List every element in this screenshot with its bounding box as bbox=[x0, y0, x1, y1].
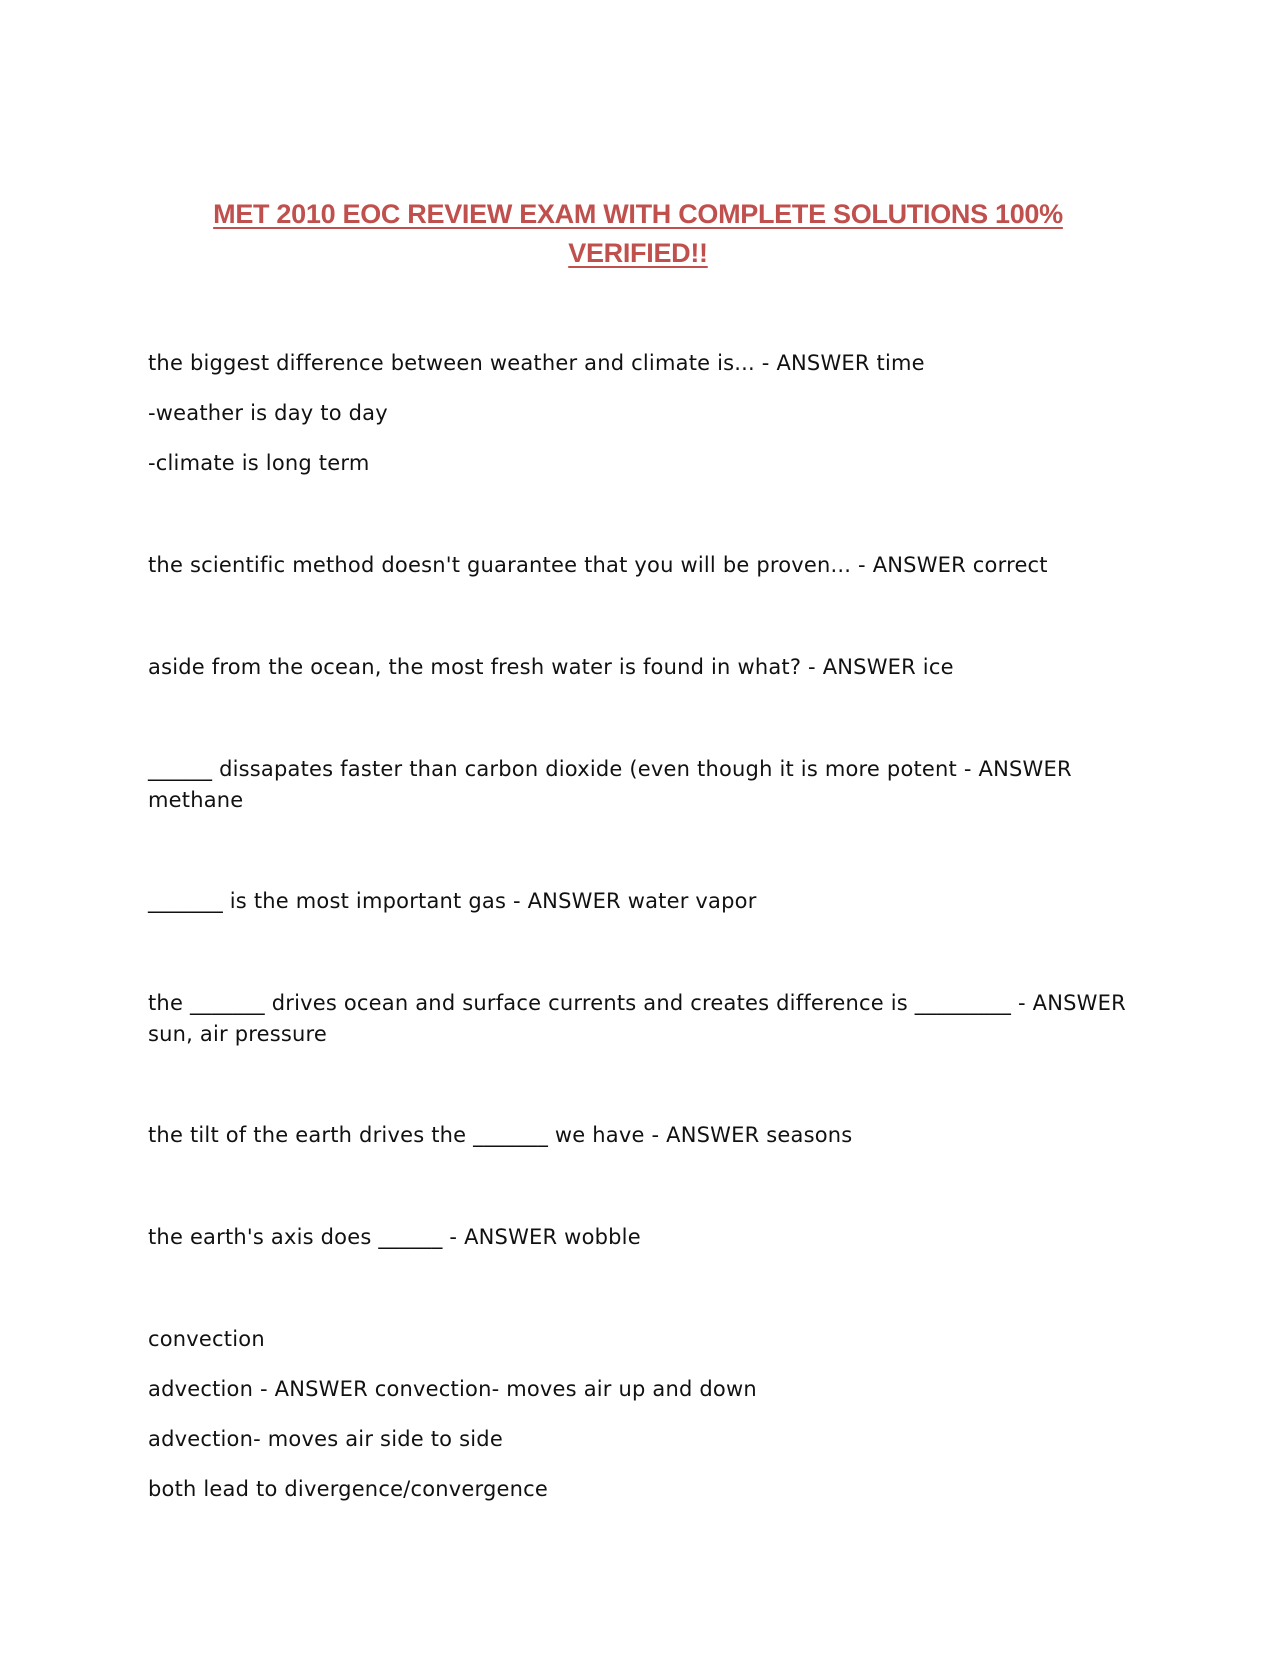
qa-entry-seasons: the tilt of the earth drives the _______ we have - ANSWER seasons bbox=[148, 1123, 853, 1147]
qa-entry-fresh-water: aside from the ocean, the most fresh water is found in what? - ANSWER ice bbox=[148, 655, 954, 679]
answer-detail-climate: -climate is long term bbox=[148, 451, 370, 475]
qa-entry-convection: convection bbox=[148, 1327, 265, 1351]
qa-entry-weather-climate: the biggest difference between weather and climate is... - ANSWER time bbox=[148, 351, 925, 375]
qa-entry-wobble: the earth's axis does ______ - ANSWER wobble bbox=[148, 1225, 641, 1249]
qa-entry-water-vapor: _______ is the most important gas - ANSWER water vapor bbox=[148, 889, 757, 913]
answer-detail-weather: -weather is day to day bbox=[148, 401, 388, 425]
document-title: MET 2010 EOC REVIEW EXAM WITH COMPLETE SOLUTIONS 100% VERIFIED!! bbox=[213, 199, 1063, 268]
qa-entry-scientific-method: the scientific method doesn't guarantee that you will be proven... - ANSWER correct bbox=[148, 553, 1048, 577]
qa-entry-methane: ______ dissapates faster than carbon dioxide (even though it is more potent - ANSWER methane bbox=[148, 757, 1079, 812]
answer-detail-divergence: both lead to divergence/convergence bbox=[148, 1477, 549, 1501]
qa-entry-advection: advection - ANSWER convection- moves air up and down bbox=[148, 1377, 757, 1401]
answer-detail-advection: advection- moves air side to side bbox=[148, 1427, 503, 1451]
qa-entry-sun-air-pressure: the _______ drives ocean and surface currents and creates difference is _________ - ANSWER sun, air pressure bbox=[148, 991, 1133, 1046]
